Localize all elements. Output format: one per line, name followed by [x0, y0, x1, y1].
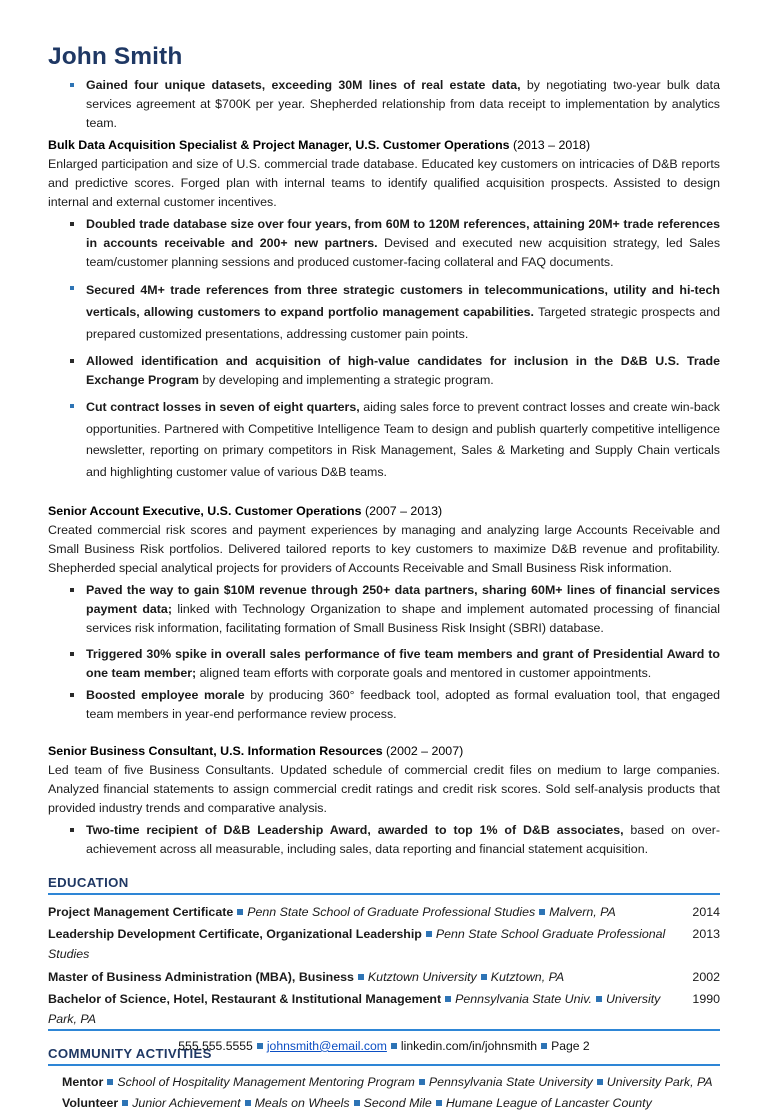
bullet-lead: Doubled trade database size over four years, from 60M to 120M references, attaining 20M+ trade references in accounts receivable and 200+ new partners. — [86, 217, 720, 251]
blue-square-separator-icon — [354, 1100, 360, 1106]
blue-square-separator-icon — [122, 1100, 128, 1106]
page-title: John Smith — [48, 43, 183, 70]
blue-square-separator-icon — [541, 1043, 547, 1049]
community-item: Humane League of Lancaster County — [445, 1095, 652, 1110]
bullet-rest: by developing and implementing a strategic program. — [198, 373, 494, 388]
education-section — [48, 875, 720, 1030]
blue-square-separator-icon — [237, 909, 243, 915]
continued-bullet-list — [48, 76, 720, 133]
bullet-square-icon — [70, 588, 74, 592]
footer-page-number: Page 2 — [551, 1038, 590, 1053]
bullet-square-icon — [70, 359, 74, 363]
education-place: Malvern, PA — [549, 905, 616, 920]
education-row — [48, 901, 720, 923]
bullet-square-icon — [70, 693, 74, 697]
list-item — [48, 686, 720, 724]
list-item — [48, 215, 720, 272]
community-item: Second Mile — [363, 1095, 432, 1110]
bullet-lead: Paved the way to gain $10M revenue through 250+ data partners, sharing 60M+ lines of financial services payment data; — [86, 583, 720, 617]
bullet-lead: Triggered 30% spike in overall sales performance of five team members and grant of Presidential Award to one team member; — [86, 646, 720, 680]
education-detail — [48, 989, 691, 1029]
community-role: Volunteer — [62, 1095, 119, 1110]
education-row — [48, 988, 720, 1030]
job-entry — [48, 742, 720, 859]
bullet-rest: Targeted strategic prospects and prepared customized presentations, addressing customer pain points. — [86, 305, 720, 342]
education-school: Penn State School Graduate Professional Studies — [48, 927, 666, 962]
job-summary: Led team of five Business Consultants. Updated schedule of commercial credit files on medium to large companies. Analyzed financial statements to assign commercial credit ratings and credit risk scores. Sold self-analysis products that provided industry trends and comparative analysis. — [48, 763, 720, 816]
bullet-square-icon — [70, 83, 74, 87]
education-detail — [48, 967, 688, 987]
bullet-rest: Devised and executed new acquisition strategy, led Sales team/customer planning sessions and produced customer-facing collateral and FAQ documents. — [86, 236, 721, 270]
community-item: University Park, PA — [606, 1074, 713, 1089]
education-place: Kutztown, PA — [490, 969, 565, 984]
community-row — [48, 1072, 720, 1093]
bullet-square-icon — [70, 286, 74, 290]
education-year: 1990 — [692, 991, 720, 1006]
education-detail — [48, 902, 688, 922]
job-bullet-list — [48, 821, 720, 859]
community-row — [48, 1093, 720, 1114]
job-entry — [48, 502, 720, 724]
bullet-lead: Secured 4M+ trade references from three strategic customers in telecommunications, utility and hi-tech verticals, allowing customers to expand portfolio management capabilities. — [86, 283, 720, 320]
bullet-rest: by negotiating two-year bulk data services agreement at $700K per year. Shepherded relationship from data receipt to implementation by analytics team. — [86, 77, 720, 130]
blue-square-separator-icon — [481, 974, 487, 980]
bullet-lead: Boosted employee morale — [86, 687, 245, 702]
education-detail — [48, 924, 688, 964]
list-item — [48, 581, 720, 638]
job-heading — [48, 136, 720, 155]
job-summary: Created commercial risk scores and payment experiences by managing and analyzing large Accounts Receivable and Small Business Risk portfolios. Delivered tailored reports to key customers to maximize D&B revenue and profitability. Shepherded special analytical projects for providers of Accounts Receivable and Small Business Risk information. — [48, 523, 720, 576]
job-dates: (2007 – 2013) — [361, 503, 443, 518]
bullet-lead: Two-time recipient of D&B Leadership Award, awarded to top 1% of D&B associates, — [86, 823, 624, 838]
bullet-square-icon — [70, 652, 74, 656]
education-school: Pennsylvania State Univ. — [455, 991, 592, 1006]
blue-square-separator-icon — [445, 996, 451, 1002]
job-role: Senior Account Executive, U.S. Customer Operations — [48, 503, 362, 518]
list-item — [48, 352, 720, 390]
blue-square-separator-icon — [539, 909, 545, 915]
list-item — [48, 397, 720, 483]
community-item: School of Hospitality Management Mentoring Program — [117, 1074, 415, 1089]
blue-square-separator-icon — [257, 1043, 263, 1049]
education-degree: Leadership Development Certificate, Organizational Leadership — [48, 927, 422, 942]
job-heading — [48, 742, 720, 761]
education-place: University Park, PA — [48, 991, 661, 1026]
education-row — [48, 923, 720, 965]
education-year: 2002 — [692, 969, 720, 984]
blue-square-separator-icon — [596, 996, 602, 1002]
blue-square-separator-icon — [358, 974, 364, 980]
footer-linkedin: linkedin.com/in/johnsmith — [400, 1038, 538, 1053]
bullet-rest: based on over-achievement across all measurable, including sales, data reporting and financial statement acquisition. — [86, 823, 720, 857]
education-school: Kutztown University — [367, 969, 477, 984]
section-heading-community: COMMUNITY ACTIVITIES — [48, 1046, 720, 1066]
education-year: 2014 — [692, 905, 720, 920]
bullet-square-icon — [70, 222, 74, 226]
community-item: Pennsylvania State University — [428, 1074, 593, 1089]
education-school: Penn State School of Graduate Professional Studies — [247, 905, 536, 920]
education-degree: Master of Business Administration (MBA), Business — [48, 969, 354, 984]
blue-square-separator-icon — [419, 1079, 425, 1085]
education-row — [48, 966, 720, 988]
education-degree: Bachelor of Science, Hotel, Restaurant & Institutional Management — [48, 991, 442, 1006]
bullet-rest: by producing 360° feedback tool, adopted as formal evaluation tool, that engaged team members in year-end performance review process. — [86, 687, 720, 721]
bullet-rest: linked with Technology Organization to shape and implement automated processing of financial services risk information, facilitating formation of Small Business Risk Insight (SBRI) database. — [86, 602, 720, 635]
bullet-square-icon — [70, 828, 74, 832]
list-item — [48, 821, 720, 859]
job-dates: (2002 – 2007) — [382, 743, 464, 758]
bullet-lead: Gained four unique datasets, exceeding 30M lines of real estate data, — [86, 77, 521, 92]
bullet-lead: Allowed identification and acquisition of high-value candidates for inclusion in the D&B U.S. Trade Exchange Program — [86, 354, 720, 388]
community-section — [48, 1046, 720, 1114]
footer-contact-line — [48, 1038, 720, 1055]
bullet-rest: aligned team efforts with corporate goals and mentored in customer appointments. — [196, 665, 652, 680]
section-heading-education: EDUCATION — [48, 875, 720, 895]
list-item — [48, 76, 720, 133]
job-bullet-list — [48, 581, 720, 724]
list-item — [48, 645, 720, 683]
education-year: 2013 — [692, 927, 720, 942]
footer-phone: 555.555.5555 — [178, 1038, 253, 1053]
bullet-square-icon — [70, 404, 74, 408]
list-item — [48, 279, 720, 345]
blue-square-separator-icon — [426, 931, 432, 937]
blue-square-separator-icon — [597, 1079, 603, 1085]
blue-square-separator-icon — [391, 1043, 397, 1049]
footer-divider — [48, 1029, 720, 1031]
community-role: Mentor — [62, 1074, 104, 1089]
page-footer — [48, 1029, 720, 1055]
job-dates: (2013 – 2018) — [509, 137, 591, 152]
job-entry — [48, 136, 720, 484]
bullet-rest: aiding sales force to prevent contract losses and create win-back opportunities. Partnered with Competitive Intelligence Team to design and publish quarterly competitive intelligence newsletter, reporting on primary competitors in Risk Management, Sales & Marketing and Supply Chain verticals and highlighting customer value of various D&B teams. — [86, 400, 721, 479]
job-bullet-list — [48, 215, 720, 483]
bullet-lead: Cut contract losses in seven of eight quarters, — [86, 400, 360, 415]
footer-email-link[interactable]: johnsmith@email.com — [266, 1038, 387, 1053]
blue-square-separator-icon — [436, 1100, 442, 1106]
job-heading — [48, 502, 720, 521]
community-item: Meals on Wheels — [254, 1095, 350, 1110]
blue-square-separator-icon — [107, 1079, 113, 1085]
community-item: Junior Achievement — [132, 1095, 241, 1110]
education-degree: Project Management Certificate — [48, 905, 234, 920]
job-role: Bulk Data Acquisition Specialist & Project Manager, U.S. Customer Operations — [48, 137, 510, 152]
job-summary: Enlarged participation and size of U.S. commercial trade database. Educated key customers on intricacies of D&B reports and predictive scores. Forged plan with internal teams to identify qualified acquisition prospects. Assisted to design internal and external customer incentives. — [48, 157, 720, 210]
job-role: Senior Business Consultant, U.S. Information Resources — [48, 743, 383, 758]
blue-square-separator-icon — [245, 1100, 251, 1106]
